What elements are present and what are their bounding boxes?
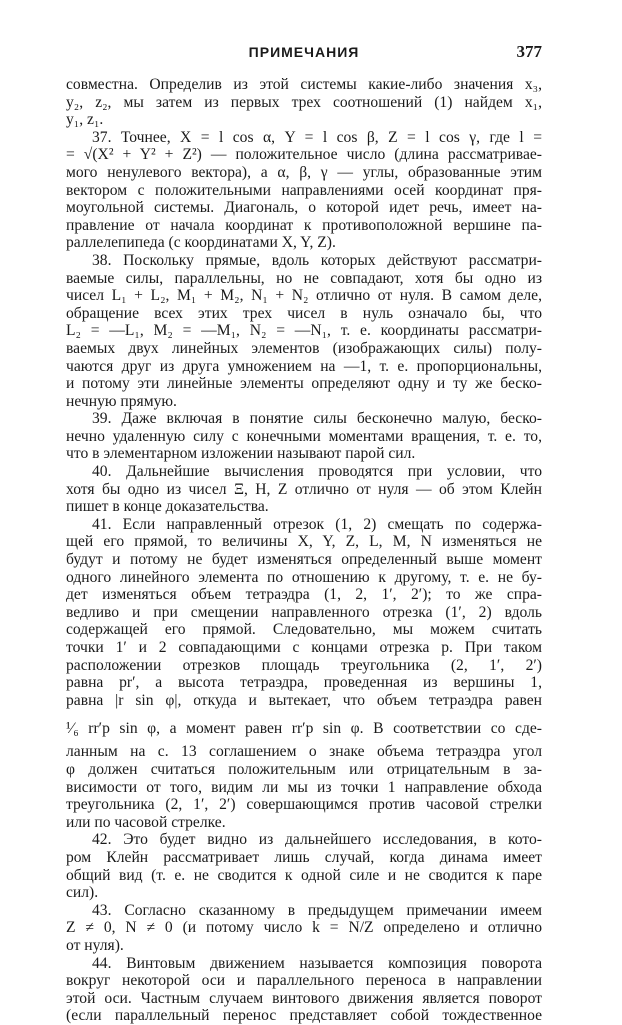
text-line: дет изменяться объем тетраэдра (1, 2, 1′, 2′); то же спра- (66, 586, 542, 604)
text-line: щей его прямой, то величины X, Y, Z, L, M, N изменяться не (66, 533, 542, 551)
text-line: пишет в конце доказательства. (66, 498, 269, 516)
text-line: обращение всех этих трех чисел в нуль означало бы, что (66, 304, 542, 322)
text-line: y₁, z₁. (66, 111, 104, 129)
text-line: содержащей его прямой. Следовательно, мы можем считать (66, 621, 542, 639)
text-line: общий вид (т. е. не сводится к одной силе и не сводится к паре (66, 866, 542, 884)
text-line: чаются друг из друга умножением на —1, т. е. пропорциональны, (66, 357, 542, 375)
text-line: равна |r sin φ|, откуда и вытекает, что объем тетраэдра равен (66, 691, 542, 709)
text-line: 42. Это будет видно из дальнейшего исследования, в кото- (92, 831, 542, 849)
running-title: ПРИМЕЧАНИЯ (248, 44, 360, 60)
text-line: 41. Если направленный отрезок (1, 2) смещать по содержа- (92, 515, 542, 533)
text-line: 39. Даже включая в понятие силы бесконечно малую, беско- (92, 410, 542, 428)
text-line: треугольника (2, 1′, 2′) совершающимся против часовой стрелки (66, 796, 542, 814)
text-line: 44. Винтовым движением называется композиция поворота (92, 954, 542, 972)
text-line: совместна. Определив из этой системы какие-либо значения x₃, (66, 76, 542, 93)
text-line: будут и потому не будет изменяться определенный выше момент (66, 551, 542, 569)
text-line: ваемые силы, параллельны, но не совпадают, хотя бы одно из (66, 269, 542, 287)
text-line: ланным на с. 13 соглашением о знаке объема тетраэдра угол (66, 743, 542, 761)
text-line: и потому эти линейные элементы определяют одну и ту же беско- (66, 375, 542, 393)
text-line: нечно удаленную силу с конечными моментами вращения, т. е. то, (66, 427, 542, 445)
text-line: 40. Дальнейшие вычисления проводятся при условии, что (92, 463, 542, 481)
text-line: ром Клейн рассматривает лишь случай, когда динама имеет (66, 848, 542, 866)
text-line: правление от начала координат к противоположной вершине па- (66, 216, 542, 234)
text-line: мого ненулевого вектора), а α, β, γ — углы, образованные этим (66, 163, 542, 181)
text-line: или по часовой стрелке. (66, 813, 226, 831)
text-line: от нуля). (66, 936, 124, 954)
text-line: 43. Согласно сказанному в предыдущем примечании имеем (92, 901, 542, 919)
text-line: моугольной системы. Диагональ, о которой идет речь, имеет на- (66, 199, 542, 217)
text-line: Z ≠ 0, N ≠ 0 (и потому число k = N/Z определено и отлично (66, 919, 542, 937)
text-line: висимости от того, видим ли мы из точки 1 направление обхода (66, 778, 542, 796)
page-header (66, 44, 542, 66)
text-line: нечную прямую. (66, 392, 177, 410)
text-line: = √(X² + Y² + Z²) — положительное число (длина рассматривае- (66, 146, 542, 164)
text-line: сил). (66, 884, 99, 902)
text-line: 37. Точнее, X = l cos α, Y = l cos β, Z = l cos γ, где l = (92, 128, 542, 146)
text-line: y₂, z₂, мы затем из первых трех соотношений (1) найдем x₁, (66, 93, 542, 111)
notes-body (66, 76, 542, 1025)
text-line: равна pr′, а высота тетраэдра, проведенная из вершины 1, (66, 674, 542, 692)
text-line: (если параллельный перенос представляет собой тождественное (66, 1007, 542, 1025)
text-line: 38. Поскольку прямые, вдоль которых действуют рассматри- (92, 251, 542, 269)
page-number: 377 (516, 42, 542, 61)
text-line: чисел L₁ + L₂, M₁ + M₂, N₁ + N₂ отлично от нуля. В самом деле, (66, 287, 542, 305)
text-line: точки 1′ и 2 совпадающими с концами отрезка p. При таком (66, 639, 542, 656)
text-line: вектором с положительными направлениями осей координат пря- (66, 181, 542, 199)
text-line: ведливо и при смещении направленного отрезка (1′, 2) вдоль (66, 603, 542, 621)
text-line: хотя бы одно из чисел Ξ, H, Z отлично от нуля — об этом Клейн (66, 480, 542, 498)
text-line: L₂ = —L₁, M₂ = —M₁, N₂ = —N₁, т. е. координаты рассматри- (66, 322, 542, 340)
text-line: одного линейного элемента по отношению к другому, т. е. не бу- (66, 568, 542, 586)
text-line: вокруг некоторой оси и параллельного переноса в направлении (66, 972, 542, 990)
text-line: расположении отрезков площадь треугольника (2, 1′, 2′) (66, 656, 542, 674)
text-line: ваемых двух линейных элементов (изображающих силы) полу- (66, 339, 542, 357)
text-line: этой оси. Частным случаем винтового движения является поворот (66, 989, 542, 1007)
text-line: что в элементарном изложении называют парой сил. (66, 445, 416, 463)
text-line: раллелепипеда (с координатами X, Y, Z). (66, 234, 336, 252)
text-line: ¹⁄₆ rr′p sin φ, а момент равен rr′p sin φ. В соответствии со сде- (66, 720, 542, 738)
text-line: φ должен считаться положительным или отрицательным в за- (66, 760, 542, 778)
